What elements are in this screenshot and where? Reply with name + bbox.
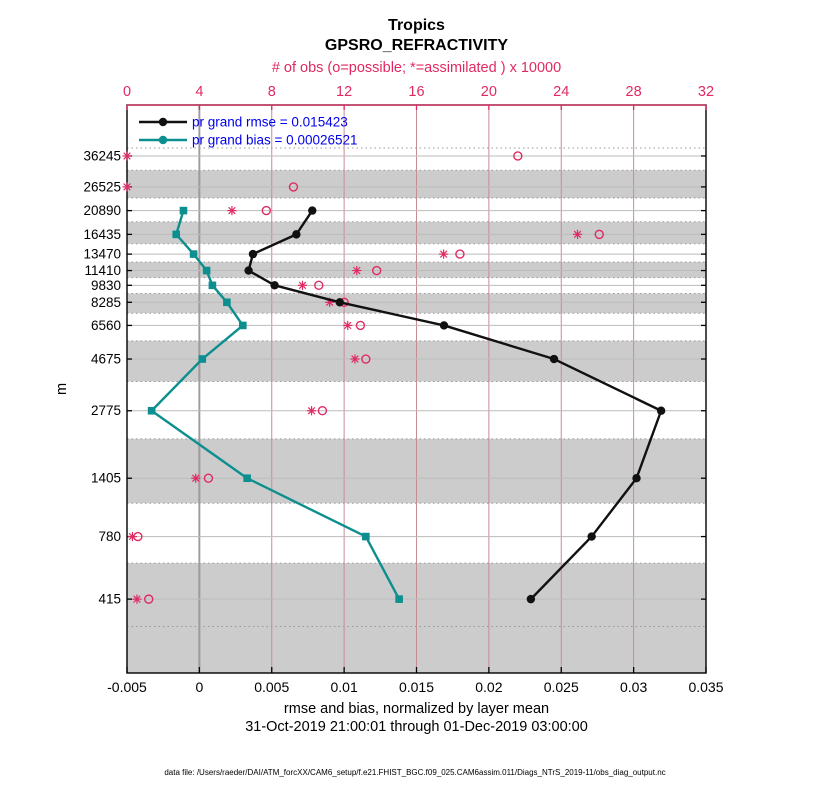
y-tick-label: 13470	[83, 246, 121, 262]
legend-bias-marker	[159, 136, 167, 144]
bottom-tick-label: -0.005	[107, 679, 147, 695]
rmse-point-marker	[270, 281, 278, 289]
bottom-tick-label: 0.035	[688, 679, 724, 695]
legend-bias-label: pr grand bias = 0.00026521	[192, 132, 358, 148]
y-tick-label: 4675	[90, 351, 121, 367]
date-range-label: 31-Oct-2019 21:00:01 through 01-Dec-2019 03:00:00	[245, 719, 588, 735]
bias-point-marker	[172, 231, 180, 239]
y-tick-label: 6560	[90, 317, 121, 333]
y-tick-label: 16435	[83, 226, 121, 242]
bottom-tick-label: 0.025	[543, 679, 579, 695]
bias-point-marker	[148, 407, 156, 415]
bias-point-marker	[239, 322, 247, 330]
rmse-point-marker	[292, 230, 300, 238]
legend-rmse-label: pr grand rmse = 0.015423	[192, 114, 348, 130]
bias-point-marker	[243, 474, 251, 482]
y-tick-label: 36245	[83, 148, 121, 164]
legend	[139, 115, 358, 148]
rmse-point-marker	[657, 407, 665, 415]
top-tick-label: 12	[336, 84, 353, 100]
x-axis-label: rmse and bias, normalized by layer mean	[283, 701, 550, 717]
y-tick-label: 2775	[90, 403, 121, 419]
bias-point-marker	[223, 298, 231, 306]
y-tick-label: 9830	[90, 277, 121, 293]
rmse-point-marker	[587, 532, 595, 540]
legend-rmse-marker	[159, 118, 167, 126]
top-tick-label: 28	[625, 84, 642, 100]
bias-point-marker	[198, 355, 206, 363]
top-tick-label: 20	[480, 84, 497, 100]
rmse-point-marker	[440, 321, 448, 329]
y-tick-label: 20890	[83, 203, 121, 219]
bias-point-marker	[180, 207, 188, 215]
y-tick-label: 11410	[84, 263, 121, 279]
rmse-point-marker	[308, 206, 316, 214]
top-tick-label: 32	[697, 84, 715, 100]
y-tick-label: 8285	[90, 294, 121, 310]
y-tick-label: 780	[98, 529, 121, 545]
plot-area	[83, 84, 723, 695]
bottom-tick-label: 0.02	[475, 679, 503, 695]
bias-point-marker	[209, 282, 217, 290]
bottom-tick-label: 0.005	[254, 679, 290, 695]
bias-point-marker	[203, 267, 211, 275]
y-tick-label: 26525	[83, 179, 121, 195]
bottom-tick-label: 0	[195, 679, 204, 695]
y-tick-label: 415	[98, 591, 121, 607]
rmse-point-marker	[550, 355, 558, 363]
y-tick-label: 1405	[90, 470, 121, 486]
bottom-tick-label: 0.03	[620, 679, 648, 695]
bias-point-marker	[190, 250, 198, 258]
obs-type-title: GPSRO_REFRACTIVITY	[324, 37, 509, 54]
bottom-tick-label: 0.015	[398, 679, 435, 695]
top-tick-label: 16	[408, 84, 425, 100]
top-tick-label: 0	[122, 84, 132, 100]
bias-point-marker	[395, 595, 403, 603]
rmse-point-marker	[249, 250, 257, 258]
bias-point-marker	[362, 533, 370, 541]
bottom-tick-label: 0.01	[330, 679, 358, 695]
top-tick-label: 4	[195, 84, 204, 100]
rmse-point-marker	[336, 298, 344, 306]
y-axis-label: m	[54, 382, 70, 396]
top-axis-label: # of obs (o=possible; *=assimilated ) x 10000	[271, 60, 562, 76]
region-title: Tropics	[388, 17, 445, 34]
data-file-footer: data file: /Users/raeder/DAI/ATM_forcXX/CAM6_setup/f.e21.FHIST_BGC.f09_025.CAM6assim.011/Diags_NTrS_2019-11/obs_diag_output.nc	[164, 768, 666, 777]
top-tick-label: 8	[267, 84, 276, 100]
rmse-point-marker	[527, 595, 535, 603]
rmse-point-marker	[244, 266, 252, 274]
rmse-point-marker	[632, 474, 640, 482]
top-tick-label: 24	[553, 84, 570, 100]
